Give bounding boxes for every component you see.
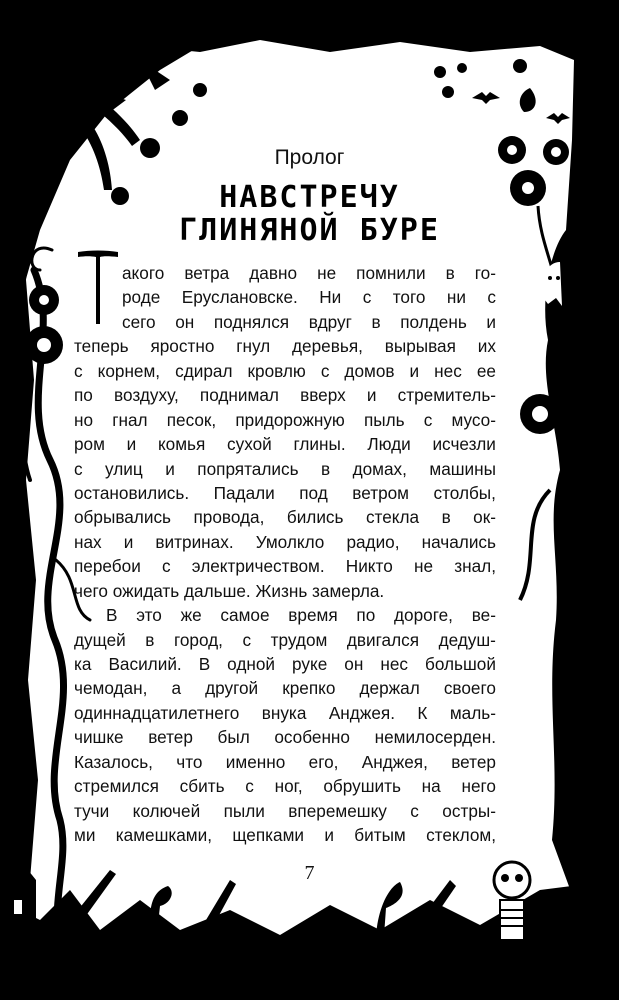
word: Никто <box>345 556 393 577</box>
word: гнал <box>112 409 148 430</box>
word: придорожную <box>235 409 345 430</box>
word: в <box>445 263 455 283</box>
text-line <box>74 505 496 529</box>
word: и <box>123 531 134 552</box>
word: обрывались <box>74 507 171 528</box>
word: на <box>421 776 441 797</box>
word: в <box>320 458 331 479</box>
word: с <box>242 629 252 650</box>
word: по <box>74 385 93 406</box>
word: крепко <box>282 678 336 699</box>
word: вырывая <box>384 336 456 357</box>
word: внука <box>261 702 307 723</box>
word: ветра <box>184 263 230 283</box>
text-line <box>74 481 496 505</box>
word: деревья, <box>292 336 363 357</box>
word: под <box>299 482 328 503</box>
text-line <box>74 823 496 847</box>
word: яростно <box>150 336 215 357</box>
word: ног, <box>274 776 303 797</box>
text-line <box>74 603 496 627</box>
word: провода, <box>193 507 265 528</box>
word: исчезли <box>432 434 496 455</box>
word: вперемешку <box>288 800 387 821</box>
word: с <box>74 360 83 381</box>
word: пыли <box>223 800 265 821</box>
word: поднимал <box>199 385 279 406</box>
page-number: 7 <box>304 862 315 884</box>
word: держал <box>359 678 420 699</box>
word: остры- <box>442 800 496 821</box>
word: пыль <box>363 409 405 430</box>
word: ок- <box>473 507 496 528</box>
word: обрушить <box>323 776 401 797</box>
text-line <box>74 432 496 456</box>
word: начались <box>421 531 496 552</box>
word: по <box>356 605 376 626</box>
word: электричеством. <box>191 556 325 577</box>
word: теперь <box>74 336 129 357</box>
word: нес <box>380 654 408 674</box>
word: роде <box>122 287 161 308</box>
word: Анджея. <box>328 702 395 723</box>
chapter-title <box>0 182 619 248</box>
word: Василий. <box>108 654 182 674</box>
word: знал, <box>454 556 496 577</box>
word: корнем, <box>97 360 161 381</box>
word: воздуху, <box>114 385 179 406</box>
text-line <box>74 408 496 432</box>
word: В <box>106 605 118 626</box>
word: ве- <box>471 605 496 626</box>
word: самое <box>220 605 270 626</box>
word: ми <box>74 825 96 846</box>
word: поднялся <box>213 311 290 332</box>
word: тучи <box>74 800 110 821</box>
text-line <box>74 457 496 481</box>
word: дущей <box>74 629 126 650</box>
body-text <box>74 261 496 848</box>
word: комья <box>157 434 206 455</box>
text-line <box>74 530 496 554</box>
word: ром <box>74 434 105 455</box>
word: глины. <box>293 434 346 455</box>
word: песок, <box>166 409 217 430</box>
title-line-2: ГЛИНЯНОЙ БУРЕ <box>179 213 440 248</box>
word: это <box>136 605 162 626</box>
word: Падали <box>213 482 275 503</box>
word: вверх <box>300 385 346 406</box>
word: Анджея, <box>361 751 428 772</box>
word: маль- <box>449 702 496 723</box>
word: что <box>176 751 203 772</box>
text-line <box>74 799 496 823</box>
word: нах <box>74 531 102 552</box>
word: полдень <box>400 311 467 332</box>
word: Еруслановске. <box>181 287 298 308</box>
word: столбы, <box>433 482 496 503</box>
word: же <box>180 605 202 626</box>
text-line <box>74 701 496 725</box>
word: он <box>344 654 364 674</box>
word: Умолкло <box>255 531 325 552</box>
word: сдирал <box>175 360 233 381</box>
word: их <box>477 336 496 357</box>
word: дедуш- <box>438 629 496 650</box>
text-line <box>74 285 496 309</box>
word: с <box>320 360 330 381</box>
word: щепками <box>232 825 305 846</box>
word: с <box>245 776 254 797</box>
word: давно <box>249 263 298 283</box>
word: витринах. <box>155 531 234 552</box>
word: и <box>324 825 334 846</box>
word: его, <box>308 751 339 772</box>
word: был <box>217 727 250 748</box>
word: одиннадцатилетнего <box>74 702 240 723</box>
word: сего <box>122 311 156 332</box>
word: камешками, <box>115 825 213 846</box>
word: улиц <box>105 458 143 479</box>
word: ни <box>446 287 466 308</box>
text-line <box>74 750 496 774</box>
word: особенно <box>274 727 350 748</box>
text-line <box>74 310 496 334</box>
word: трудом <box>270 629 328 650</box>
word: попрятались <box>197 458 299 479</box>
word: двигался <box>346 629 420 650</box>
word: помнили <box>356 263 426 283</box>
word: в <box>441 507 451 528</box>
word: и <box>165 458 175 479</box>
word: одной <box>227 654 276 674</box>
word: домах, <box>352 458 407 479</box>
word: ветром <box>352 482 409 503</box>
word: а <box>171 678 182 699</box>
word: остановились. <box>74 482 190 503</box>
word: того <box>392 287 426 308</box>
word: Ни <box>319 287 342 308</box>
word: кровлю <box>247 360 306 381</box>
word: акого <box>122 263 165 283</box>
word: В <box>198 654 211 674</box>
word: с <box>487 287 496 308</box>
word: мусо- <box>451 409 496 430</box>
text-line <box>74 725 496 749</box>
word: Казалось, <box>74 751 153 772</box>
word: ветер <box>451 751 496 772</box>
word: он <box>175 311 195 332</box>
word: сбить <box>179 776 225 797</box>
word: руке <box>292 654 328 674</box>
word: него <box>461 776 496 797</box>
word: машины <box>429 458 496 479</box>
word: битым <box>354 825 406 846</box>
word: большой <box>425 654 496 674</box>
word: домов <box>344 360 395 381</box>
word: ветер <box>148 727 193 748</box>
text-line <box>74 774 496 798</box>
word: ее <box>476 360 496 381</box>
word: стекла <box>365 507 420 528</box>
text-line <box>74 359 496 383</box>
word: стремился <box>74 776 159 797</box>
word: чишке <box>74 727 124 748</box>
word: стеклом, <box>426 825 496 846</box>
word: гнул <box>236 336 271 357</box>
word: К <box>417 702 428 723</box>
word: не <box>317 263 337 283</box>
word: в <box>145 629 155 650</box>
word: и <box>366 385 377 406</box>
text-line <box>74 628 496 652</box>
text-line <box>74 676 496 700</box>
word: с <box>423 409 433 430</box>
text-line <box>74 383 496 407</box>
word: сухой <box>227 434 272 455</box>
text-line <box>74 261 496 285</box>
text-line <box>74 554 496 578</box>
word: время <box>288 605 338 626</box>
word: не <box>413 556 434 577</box>
word: с <box>162 556 171 577</box>
word: ка <box>74 654 92 674</box>
word: чемодан, <box>74 678 148 699</box>
word: но <box>74 409 94 430</box>
word: стремитель- <box>397 385 496 406</box>
text-line <box>74 652 496 676</box>
word: колючей <box>132 800 201 821</box>
word: радио, <box>346 531 400 552</box>
word: дороге, <box>394 605 453 626</box>
word: и <box>409 360 420 381</box>
word: Люди <box>367 434 411 455</box>
word: бились <box>286 507 344 528</box>
text-line: чего ожидать дальше. Жизнь замерла. <box>74 580 385 601</box>
word: нес <box>434 360 462 381</box>
word: именно <box>225 751 286 772</box>
word: немилосерден. <box>374 727 496 748</box>
word: в <box>371 311 381 332</box>
chapter-label: Пролог <box>274 146 345 169</box>
text-line <box>74 334 496 358</box>
word: с <box>410 800 419 821</box>
word: своего <box>443 678 496 699</box>
word: город, <box>173 629 223 650</box>
word: с <box>362 287 372 308</box>
word: и <box>126 434 137 455</box>
word: и <box>486 311 496 332</box>
title-line-1: НАВСТРЕЧУ <box>219 180 400 215</box>
word: другой <box>205 678 259 699</box>
word: перебои <box>74 556 141 577</box>
word: го- <box>474 263 496 283</box>
word: вдруг <box>308 311 352 332</box>
word: с <box>74 458 83 479</box>
